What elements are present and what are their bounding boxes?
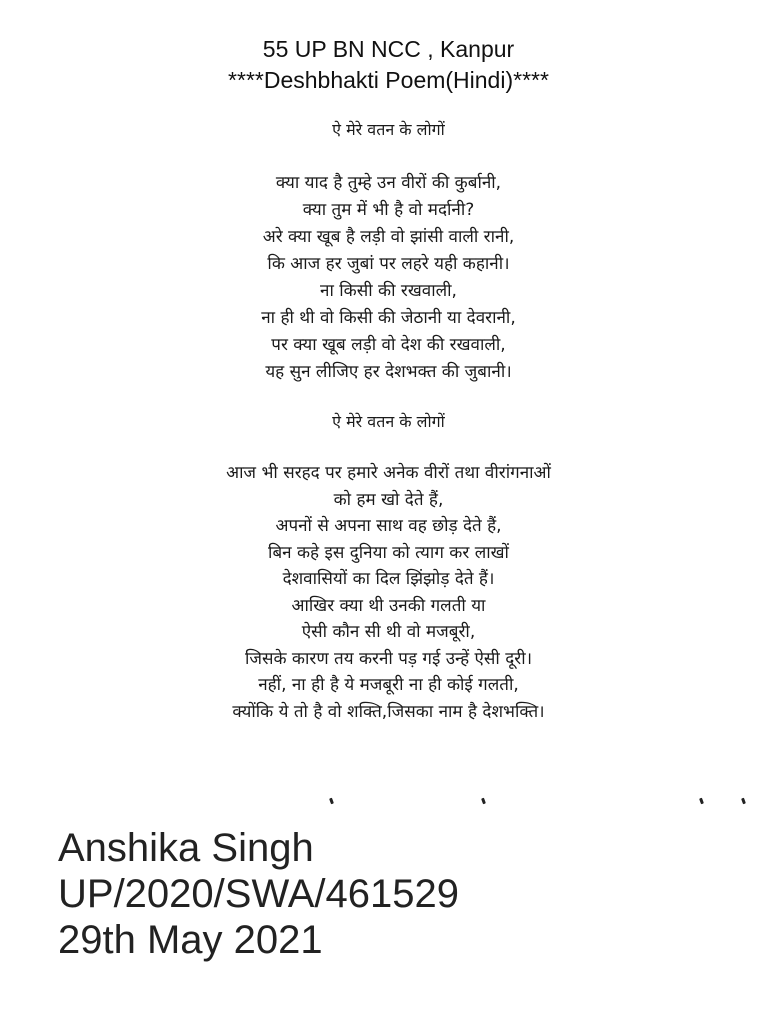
document-header [0, 34, 777, 96]
stanza-2 [0, 460, 777, 725]
stanza-1-line: कि आज हर जुबां पर लहरे यही कहानी। [267, 254, 510, 274]
cadet-id: UP/2020/SWA/461529 [58, 872, 459, 916]
poem-title: ****Deshbhakti Poem(Hindi)**** [228, 67, 549, 93]
scan-mark [329, 798, 334, 805]
stanza-2-line: अपनों से अपना साथ वह छोड़ देते हैं, [275, 516, 502, 536]
stanza-2-line: क्योंकि ये तो है वो शक्ति,जिसका नाम है देशभक्ति। [232, 701, 545, 722]
signature-block [58, 825, 459, 963]
stanza-2-line: नहीं, ना ही है ये मजबूरी ना ही कोई गलती, [258, 675, 519, 695]
stanza-2-line: को हम खो देते हैं, [333, 489, 444, 510]
stanza-2-line: जिसके कारण तय करनी पड़ गई उन्हें ऐसी दूरी। [244, 648, 533, 669]
stanza-1-line: क्या याद है तुम्हे उन वीरों की कुर्बानी, [275, 173, 502, 193]
refrain-second: ऐ मेरे वतन के लोगों [332, 412, 445, 431]
stanza-2-line: आखिर क्या थी उनकी गलती या [291, 595, 486, 616]
stanza-1-line: क्या तुम में भी है वो मर्दानी? [302, 200, 475, 220]
stanza-2-line: बिन कहे इस दुनिया को त्याग कर लाखों [268, 542, 509, 563]
stanza-1-line: ना ही थी वो किसी की जेठानी या देवरानी, [261, 308, 516, 328]
scan-marks [0, 798, 777, 818]
stanza-1-line: यह सुन लीजिए हर देशभक्त की जुबानी। [265, 362, 512, 382]
refrain-first: ऐ मेरे वतन के लोगों [332, 120, 445, 139]
scan-mark [699, 798, 704, 805]
stanza-1 [0, 170, 777, 386]
scan-mark [741, 798, 746, 805]
stanza-2-line: देशवासियों का दिल झिंझोड़ देते हैं। [282, 569, 495, 589]
stanza-1-line: ना किसी की रखवाली, [320, 281, 457, 301]
unit-heading: 55 UP BN NCC , Kanpur [262, 36, 515, 62]
stanza-2-line: आज भी सरहद पर हमारे अनेक वीरों तथा वीरांगनाओं [226, 463, 551, 483]
signature-date: 29th May 2021 [58, 918, 323, 962]
author-name: Anshika Singh [58, 826, 314, 870]
scan-mark [481, 798, 486, 805]
stanza-2-line: ऐसी कौन सी थी वो मजबूरी, [301, 622, 476, 642]
stanza-1-line: अरे क्या खूब है लड़ी वो झांसी वाली रानी, [262, 227, 515, 247]
stanza-1-line: पर क्या खूब लड़ी वो देश की रखवाली, [271, 335, 506, 355]
